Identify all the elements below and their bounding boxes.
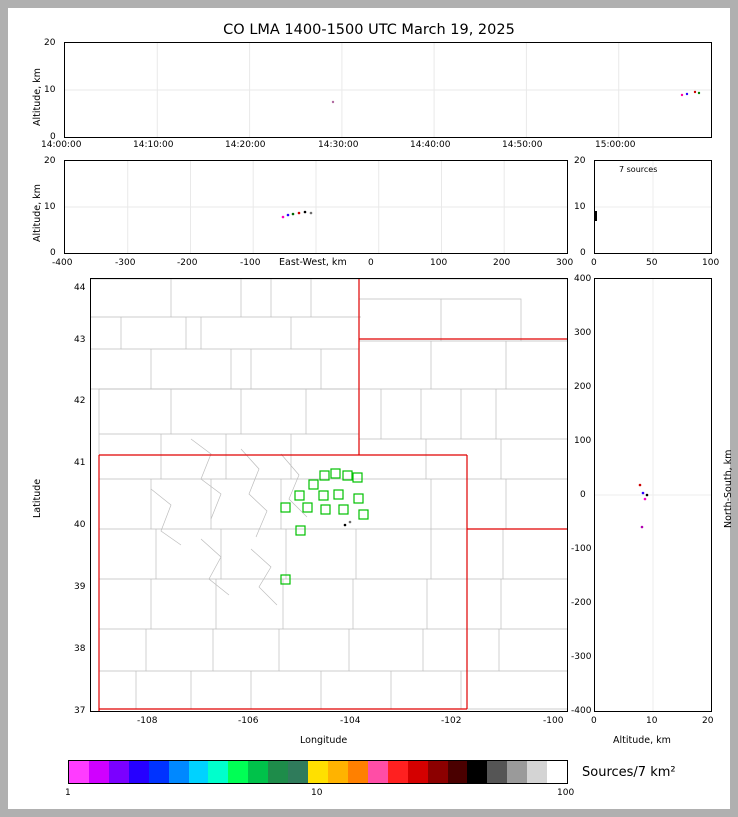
xtick: 14:20:00 [225,140,266,150]
colorbar-tick: 100 [557,788,575,798]
xtick: 14:10:00 [133,140,174,150]
ytick: 20 [574,156,586,166]
colorbar-swatch [547,761,567,783]
xtick: 300 [556,258,574,268]
colorbar-swatch [368,761,388,783]
ytick: 10 [574,202,586,212]
xtick: 0 [591,258,597,268]
map-panel[interactable] [90,278,568,712]
ytick: -100 [571,544,592,554]
xtick: 100 [430,258,448,268]
colorbar-swatch [149,761,169,783]
source-histogram-panel[interactable] [594,160,712,254]
colorbar-swatch [109,761,129,783]
source-histogram-plot [595,161,711,253]
xtick: 100 [702,258,720,268]
xtick: 14:50:00 [502,140,543,150]
colorbar-swatch [69,761,89,783]
colorbar-swatch [487,761,507,783]
xtick: -300 [115,258,136,268]
colorbar-swatch [308,761,328,783]
colorbar-swatch [328,761,348,783]
xtick: -108 [137,716,158,726]
ytick: 37 [74,706,86,716]
map-ylabel: Latitude [32,478,43,518]
ytick: 39 [74,582,86,592]
xtick: 50 [646,258,658,268]
time-height-ylabel: Altitude, km [32,68,43,126]
colorbar-tick: 10 [311,788,323,798]
ytick: 20 [44,156,56,166]
ytick: 0 [50,132,56,142]
ytick: 10 [44,202,56,212]
xtick: -106 [238,716,259,726]
colorbar-swatch [448,761,468,783]
xtick: 14:40:00 [410,140,451,150]
xtick: -100 [543,716,564,726]
figure-canvas [8,8,734,809]
colorbar-label: Sources/7 km² [582,765,676,780]
ytick: -400 [571,706,592,716]
ew-height-ylabel: Altitude, km [32,184,43,242]
ytick: 0 [580,490,586,500]
source-count-annotation: 7 sources [619,165,658,174]
ytick: -200 [571,598,592,608]
colorbar-swatch [388,761,408,783]
xtick: -102 [441,716,462,726]
ytick: -300 [571,652,592,662]
ytick: 0 [580,248,586,258]
xtick: 0 [368,258,374,268]
colorbar-swatch [208,761,228,783]
xtick: -104 [340,716,361,726]
colorbar-swatch [189,761,209,783]
colorbar-swatch [169,761,189,783]
ew-height-xlabel: East-West, km [279,257,347,268]
ns-height-xlabel: Altitude, km [613,735,671,746]
colorbar-swatch [527,761,547,783]
colorbar-swatch [348,761,368,783]
colorbar-swatch [268,761,288,783]
xtick: 14:00:00 [41,140,82,150]
ytick: 44 [74,283,86,293]
map-plot [91,279,567,711]
xtick: -400 [52,258,73,268]
xtick: 0 [591,716,597,726]
xtick: 200 [493,258,511,268]
xtick: -200 [177,258,198,268]
colorbar-swatch [408,761,428,783]
ns-height-panel[interactable] [594,278,712,712]
colorbar-swatch [89,761,109,783]
xtick: 20 [702,716,714,726]
colorbar-swatch [129,761,149,783]
ytick: 10 [44,85,56,95]
colorbar-tick: 1 [65,788,71,798]
colorbar[interactable] [68,760,568,784]
ytick: 43 [74,335,86,345]
ew-height-panel[interactable] [64,160,568,254]
ytick: 40 [74,520,86,530]
ns-height-ylabel: North-South, km [723,449,734,528]
ytick: 38 [74,644,86,654]
colorbar-swatch [248,761,268,783]
ew-height-plot [65,161,567,253]
ytick: 41 [74,458,86,468]
xtick: 15:00:00 [595,140,636,150]
colorbar-swatch [228,761,248,783]
xtick: 10 [646,716,658,726]
ytick: 20 [44,38,56,48]
colorbar-swatch [507,761,527,783]
ytick: 100 [574,436,592,446]
colorbar-swatch [428,761,448,783]
time-height-panel[interactable] [64,42,712,138]
ytick: 42 [74,396,86,406]
ytick: 400 [574,274,592,284]
ytick: 300 [574,328,592,338]
ytick: 0 [50,248,56,258]
page-title: CO LMA 1400-1500 UTC March 19, 2025 [223,22,515,38]
ytick: 200 [574,382,592,392]
time-height-plot [65,43,711,137]
map-xlabel: Longitude [300,735,348,746]
xtick: 14:30:00 [318,140,359,150]
ns-height-plot [595,279,711,711]
xtick: -100 [240,258,261,268]
colorbar-swatch [288,761,308,783]
colorbar-swatch [467,761,487,783]
